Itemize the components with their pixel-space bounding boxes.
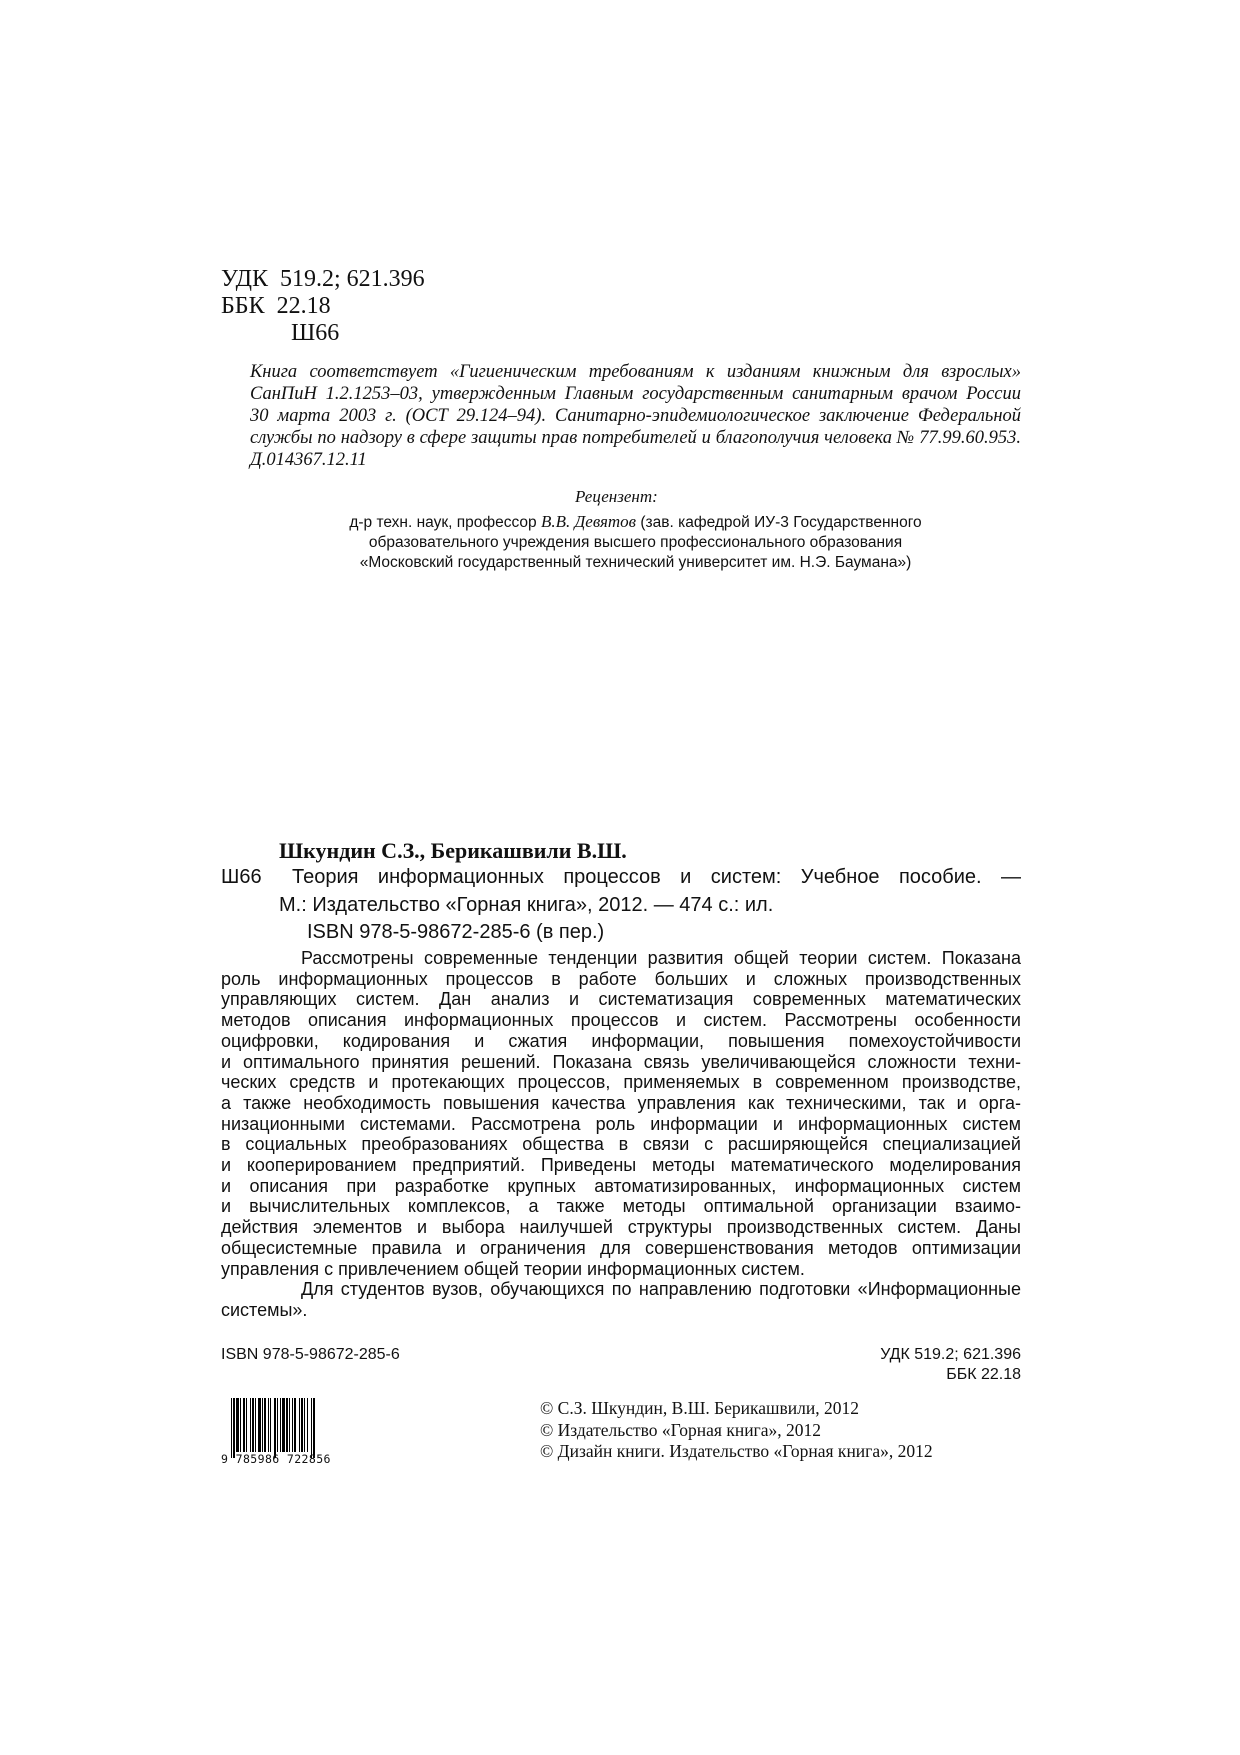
abstract-line: ческих средств и протекающих процессов, применяемых в современном производстве, bbox=[221, 1072, 1021, 1093]
barcode-bar bbox=[246, 1398, 247, 1452]
barcode-bar bbox=[277, 1398, 278, 1452]
abstract-line: низационными системами. Рассмотрена роль информации и информационных систем bbox=[221, 1113, 1021, 1134]
hygiene-notice bbox=[250, 361, 1021, 471]
copyright-line: © С.З. Шкундин, В.Ш. Берикашвили, 2012 bbox=[540, 1398, 859, 1418]
barcode-bar bbox=[258, 1398, 261, 1452]
bib-imprint: М.: Издательство «Горная книга», 2012. — 474 с.: ил. bbox=[279, 894, 774, 916]
barcode-bar bbox=[264, 1398, 266, 1452]
barcode-bar bbox=[311, 1398, 312, 1458]
abstract-line: методов описания информационных процессов и систем. Рассмотрены особенности bbox=[221, 1010, 1021, 1031]
author-mark: Ш66 bbox=[291, 320, 340, 346]
abstract-line: и оптимального принятия решений. Показана связь увеличивающейся сложности техни- bbox=[221, 1051, 1021, 1072]
udk-value: 519.2; 621.396 bbox=[279, 266, 425, 292]
barcode-bar bbox=[294, 1398, 296, 1452]
copyright-block bbox=[540, 1398, 933, 1463]
footer-udk: УДК 519.2; 621.396 bbox=[880, 1346, 1021, 1363]
bib-isbn: ISBN 978-5-98672-285-6 (в пер.) bbox=[307, 921, 605, 943]
hygiene-line: Д.014367.12.11 bbox=[250, 450, 367, 470]
barcode-bar bbox=[301, 1398, 303, 1452]
reviewer-block bbox=[250, 512, 1021, 573]
abstract-line: а также необходимость повышения качества управления как техническими, так и орга- bbox=[221, 1092, 1021, 1113]
reviewer-line-3: «Московский государственный технический университет им. Н.Э. Баумана») bbox=[359, 554, 912, 571]
copyright-line: © Издательство «Горная книга», 2012 bbox=[540, 1419, 821, 1440]
hygiene-line: Книга соответствует «Гигиеническим требованиям к изданиям книжным для взрослых» bbox=[250, 362, 1021, 382]
bbk-row bbox=[221, 293, 331, 320]
hygiene-line: СанПиН 1.2.1253–03, утвержденным Главным государственным санитарным врачом России bbox=[250, 384, 1021, 404]
reviewer-heading: Рецензент: bbox=[575, 487, 658, 506]
bbk-label: ББК bbox=[221, 293, 265, 319]
abstract-line: и вычислительных комплексов, а также методы оптимальной организации взаимо- bbox=[221, 1196, 1021, 1217]
barcode-bar bbox=[262, 1398, 263, 1452]
barcode-bar bbox=[236, 1398, 239, 1452]
abstract-line: в социальных преобразованиях общества в связи с расширяющейся специализацией bbox=[221, 1134, 1021, 1155]
barcode-bar bbox=[282, 1398, 285, 1452]
barcode-bar bbox=[304, 1398, 305, 1452]
barcode-bar bbox=[233, 1398, 235, 1458]
barcode-bar bbox=[252, 1398, 254, 1452]
barcode-bar bbox=[240, 1398, 241, 1452]
abstract-line: управления с привлечением общей теории информационных систем. bbox=[221, 1258, 805, 1279]
abstract-line: оцифровки, кодирования и сжатия информации, повышения помехоустойчивости bbox=[221, 1030, 1021, 1051]
barcode bbox=[221, 1398, 377, 1470]
barcode-bar bbox=[307, 1398, 308, 1452]
bib-authors: Шкундин С.З., Берикашвили В.Ш. bbox=[279, 838, 627, 863]
barcode-bar bbox=[231, 1398, 232, 1458]
barcode-bar bbox=[299, 1398, 300, 1452]
abstract-line: роль информационных процессов в работе больших и сложных производственных bbox=[221, 968, 1021, 989]
bbk-value: 22.18 bbox=[276, 293, 331, 319]
reviewer-line-1 bbox=[250, 512, 1021, 533]
reviewer-suffix: (зав. кафедрой ИУ-3 Государственного bbox=[636, 514, 922, 531]
abstract-line: и описания при разработке крупных автоматизированных, информационных систем bbox=[221, 1175, 1021, 1196]
barcode-bar bbox=[255, 1398, 256, 1452]
barcode-bar bbox=[313, 1398, 315, 1458]
barcode-bar bbox=[250, 1398, 251, 1452]
reviewer-prefix: д-р техн. наук, профессор bbox=[349, 514, 541, 531]
barcode-bar bbox=[280, 1398, 281, 1452]
barcode-digits: 9 785986 722856 bbox=[221, 1452, 331, 1466]
barcode-bar bbox=[270, 1398, 271, 1452]
barcode-bars bbox=[231, 1398, 375, 1454]
footer-isbn: ISBN 978-5-98672-285-6 bbox=[221, 1346, 400, 1363]
barcode-bar bbox=[274, 1398, 276, 1458]
barcode-bar bbox=[243, 1398, 245, 1452]
bib-mark: Ш66 bbox=[221, 866, 262, 888]
abstract-line: действия элементов и выбора наилучшей структуры производственных систем. Даны bbox=[221, 1217, 1021, 1238]
reviewer-name: В.В. Девятов bbox=[540, 512, 637, 531]
audience-line: Для студентов вузов, обучающихся по направлению подготовки «Информационные bbox=[301, 1279, 1021, 1300]
barcode-bar bbox=[289, 1398, 290, 1452]
abstract-line: управляющих систем. Дан анализ и систематизация современных математических bbox=[221, 989, 1021, 1010]
abstract-line: общесистемные правила и ограничения для совершенствования методов оптимизации bbox=[221, 1237, 1021, 1258]
footer-bbk: ББК 22.18 bbox=[946, 1366, 1021, 1383]
abstract-line: и кооперированием предприятий. Приведены методы математического моделирования bbox=[221, 1155, 1021, 1176]
barcode-bar bbox=[292, 1398, 293, 1452]
barcode-bar bbox=[286, 1398, 288, 1452]
udk-row bbox=[221, 266, 425, 293]
abstract bbox=[221, 948, 1021, 1321]
reviewer-line-2: образовательного учреждения высшего профессионального образования bbox=[368, 534, 903, 551]
udk-label: УДК bbox=[221, 266, 268, 292]
hygiene-line: 30 марта 2003 г. (ОСТ 29.124–94). Санитарно-эпидемиологическое заключение Федеральной bbox=[250, 406, 1021, 426]
copyright-line: © Дизайн книги. Издательство «Горная книга», 2012 bbox=[540, 1441, 933, 1461]
barcode-bar bbox=[268, 1398, 269, 1452]
hygiene-line: службы по надзору в сфере защиты прав потребителей и благополучия человека № 77.99.60.953. bbox=[250, 428, 1021, 448]
abstract-line: Рассмотрены современные тенденции развития общей теории систем. Показана bbox=[301, 948, 1021, 968]
audience-line: системы». bbox=[221, 1299, 308, 1320]
bib-title: Теория информационных процессов и систем: Учебное пособие. — bbox=[292, 866, 1021, 888]
